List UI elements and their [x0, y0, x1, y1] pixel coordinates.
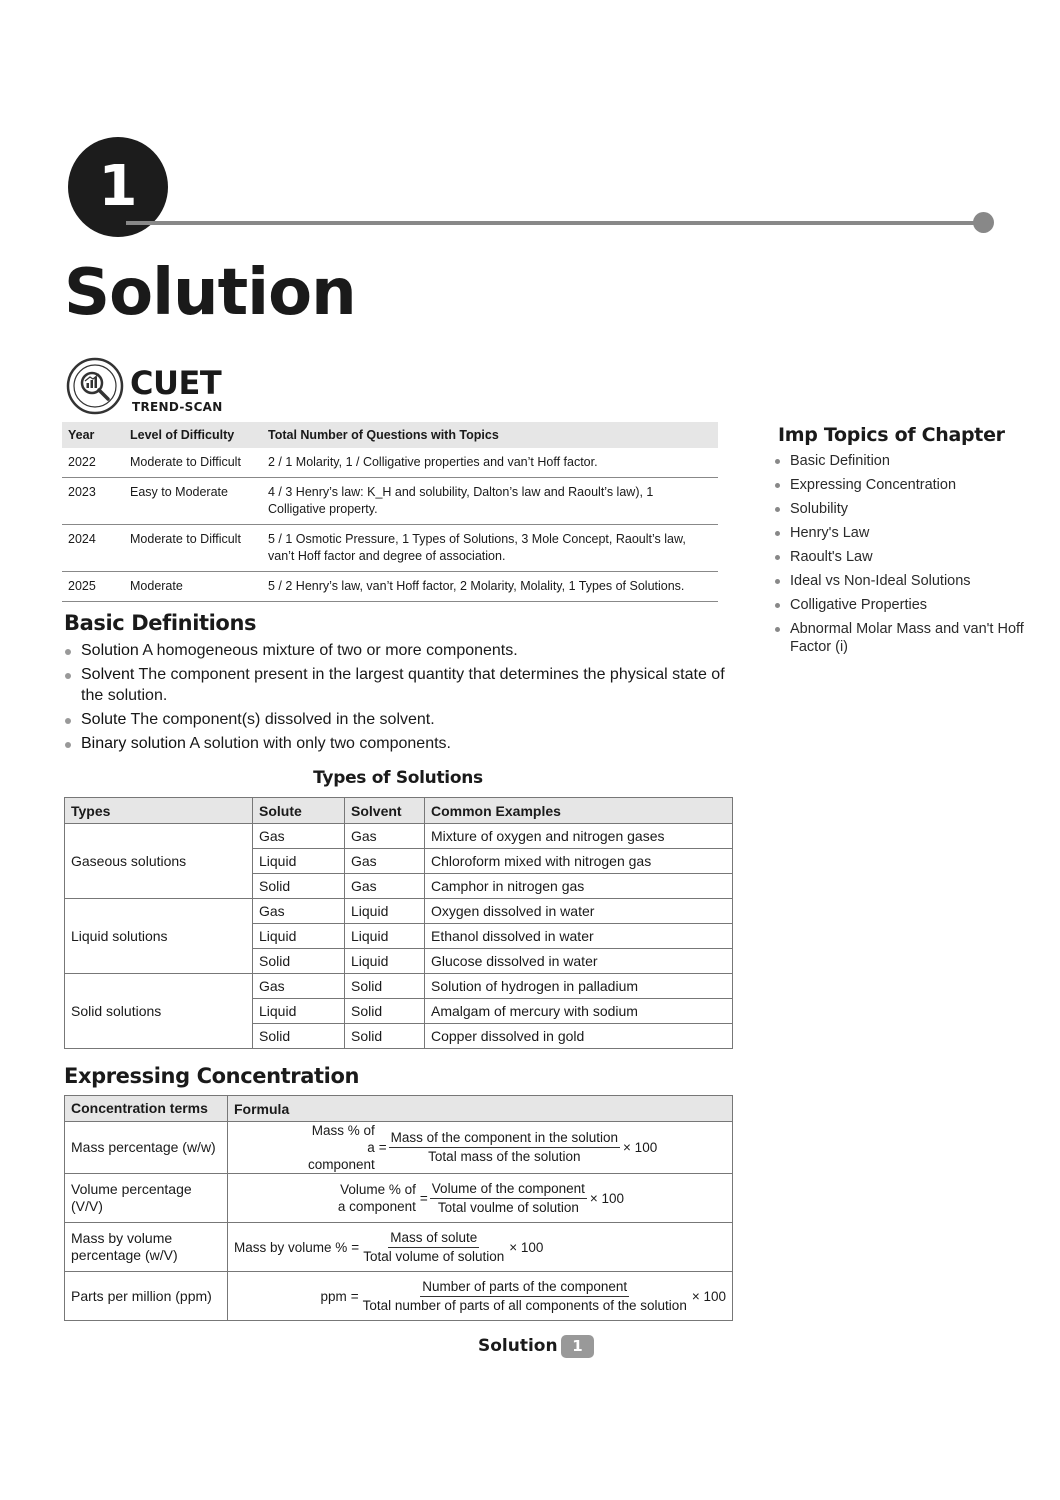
list-item: Expressing Concentration: [772, 476, 1032, 494]
table-cell: Ethanol dissolved in water: [425, 924, 733, 949]
section-title-basic-definitions: Basic Definitions: [64, 611, 257, 635]
table-cell: Gas: [345, 849, 425, 874]
fraction-denominator: Total mass of the solution: [428, 1149, 581, 1164]
table-cell: Easy to Moderate: [124, 478, 262, 525]
table-header-row: [65, 798, 733, 824]
table-cell: Liquid: [253, 999, 345, 1024]
definition-text: The component present in the largest quantity that determines the physical state of the solution.: [81, 666, 725, 704]
list-item: Henry's Law: [772, 524, 1032, 542]
table-cell: Gas: [345, 874, 425, 899]
fraction: [361, 1229, 506, 1266]
multiplier: × 100: [509, 1239, 544, 1255]
fraction-denominator: Total volume of solution: [363, 1248, 505, 1264]
trend-scan-table: [62, 422, 718, 602]
definition-text: A solution with only two components.: [185, 734, 451, 752]
equals-sign: =: [378, 1140, 387, 1155]
imp-topics-title: Imp Topics of Chapter: [778, 424, 1005, 446]
table-row: [65, 1122, 733, 1174]
equals-sign: =: [351, 1239, 360, 1255]
table-cell: 2 / 1 Molarity, 1 / Colligative properties and van’t Hoff factor.: [262, 448, 718, 478]
table-row: [62, 448, 718, 478]
table-cell: Liquid solutions: [65, 899, 253, 974]
table-cell: Gas: [253, 824, 345, 849]
table-cell: Glucose dissolved in water: [425, 949, 733, 974]
formula-cell: [228, 1174, 733, 1223]
table-row: [65, 974, 733, 999]
table-header-cell: Year: [62, 422, 124, 448]
fraction-denominator: Total number of parts of all components of the solution: [362, 1297, 687, 1313]
table-cell: Moderate to Difficult: [124, 525, 262, 572]
fraction-numerator: Mass of solute: [388, 1229, 479, 1248]
table-cell: Gas: [253, 899, 345, 924]
equals-sign: =: [419, 1190, 428, 1206]
table-header-cell: Common Examples: [425, 798, 733, 824]
formula-lhs: Mass by volume %: [234, 1239, 348, 1255]
table-row: [62, 478, 718, 525]
table-row: [62, 525, 718, 572]
cuet-logo-title: CUET: [130, 364, 222, 402]
table-cell: Solid: [253, 1024, 345, 1049]
list-item: Solubility: [772, 500, 1032, 518]
table-cell: Gas: [345, 824, 425, 849]
cuet-trend-scan-icon: [66, 357, 124, 415]
table-cell: Chloroform mixed with nitrogen gas: [425, 849, 733, 874]
table-cell: Mixture of oxygen and nitrogen gases: [425, 824, 733, 849]
equals-sign: =: [350, 1288, 359, 1304]
table-cell: 2022: [62, 448, 124, 478]
list-item: Ideal vs Non-Ideal Solutions: [772, 572, 1032, 590]
formula-lhs: ppm: [320, 1288, 347, 1304]
imp-topics-list: [772, 452, 1032, 662]
table-cell: 2023: [62, 478, 124, 525]
list-item: [64, 665, 736, 706]
definition-term: Solvent: [81, 666, 135, 683]
table-cell: 5 / 1 Osmotic Pressure, 1 Types of Solutions, 3 Mole Concept, Raoult’s law, van’t Hoff factor and degree of association.: [262, 525, 718, 572]
table-cell: Liquid: [345, 924, 425, 949]
table-cell: Moderate: [124, 572, 262, 602]
table-header-row: [65, 1096, 733, 1122]
table-cell: 2024: [62, 525, 124, 572]
fraction: [389, 1129, 620, 1166]
list-item: Raoult's Law: [772, 548, 1032, 566]
list-item: Abnormal Molar Mass and van't Hoff Factor (i): [772, 620, 1032, 656]
formula-cell: [228, 1223, 733, 1272]
table-cell: Solution of hydrogen in palladium: [425, 974, 733, 999]
formula-lhs: Mass % of a component: [307, 1123, 375, 1172]
table-cell: Camphor in nitrogen gas: [425, 874, 733, 899]
chapter-number: 1: [98, 154, 138, 219]
formula-cell: [228, 1122, 733, 1174]
multiplier: × 100: [589, 1190, 625, 1206]
table-cell: Solid: [253, 949, 345, 974]
fraction: [430, 1180, 587, 1217]
table-cell: Solid: [345, 1024, 425, 1049]
concentration-term: Volume percentage (V/V): [65, 1174, 228, 1223]
table-cell: Copper dissolved in gold: [425, 1024, 733, 1049]
definition-text: A homogeneous mixture of two or more components.: [138, 642, 518, 659]
formula-lhs: Volume % of a component: [337, 1182, 416, 1214]
table-header-cell: Concentration terms: [65, 1096, 228, 1122]
table-cell: Liquid: [253, 924, 345, 949]
definition-text: The component(s) dissolved in the solvent.: [126, 710, 435, 728]
definitions-list: [64, 641, 736, 758]
list-item: [64, 641, 736, 662]
chapter-divider: [126, 221, 986, 225]
table-cell: Solid solutions: [65, 974, 253, 1049]
table-cell: Liquid: [253, 849, 345, 874]
multiplier: × 100: [691, 1288, 726, 1304]
fraction-numerator: Number of parts of the component: [420, 1278, 629, 1297]
formula: [234, 1229, 726, 1266]
chapter-title: Solution: [64, 256, 356, 330]
formula-cell: [228, 1272, 733, 1321]
multiplier: × 100: [623, 1140, 658, 1155]
list-item: [64, 710, 736, 731]
chapter-divider-dot: [973, 212, 994, 233]
definition-term: Solute: [81, 710, 127, 728]
list-item: Colligative Properties: [772, 596, 1032, 614]
table-row: [65, 899, 733, 924]
table-header-row: [62, 422, 718, 448]
table-header-cell: Types: [65, 798, 253, 824]
table-cell: Amalgam of mercury with sodium: [425, 999, 733, 1024]
table-cell: 4 / 3 Henry’s law: K_H and solubility, Dalton’s law and Raoult’s law), 1 Colligative property.: [262, 478, 718, 525]
table-cell: Gaseous solutions: [65, 824, 253, 899]
table-cell: Solid: [253, 874, 345, 899]
table-row: [62, 572, 718, 602]
table-cell: 2025: [62, 572, 124, 602]
table-cell: Solid: [345, 999, 425, 1024]
formula: [234, 1122, 726, 1173]
types-table-caption: Types of Solutions: [313, 768, 483, 788]
table-row: [65, 1272, 733, 1321]
table-row: [65, 824, 733, 849]
page-number-badge: 1: [561, 1335, 594, 1358]
footer-label: Solution: [478, 1336, 558, 1356]
table-row: [65, 1174, 733, 1223]
table-header-cell: Solute: [253, 798, 345, 824]
concentration-term: Mass by volume percentage (w/V): [65, 1223, 228, 1272]
table-header-cell: Solvent: [345, 798, 425, 824]
fraction: [361, 1278, 689, 1315]
fraction-numerator: Volume of the component: [430, 1180, 587, 1199]
table-cell: Moderate to Difficult: [124, 448, 262, 478]
types-of-solutions-table: [64, 797, 733, 1049]
concentration-table: [64, 1095, 733, 1321]
definition-term: Solution: [81, 642, 139, 659]
concentration-term: Parts per million (ppm): [65, 1272, 228, 1321]
table-cell: Gas: [253, 974, 345, 999]
concentration-term: Mass percentage (w/w): [65, 1122, 228, 1174]
fraction-denominator: Total voulme of solution: [437, 1199, 579, 1215]
table-cell: 5 / 2 Henry’s law, van’t Hoff factor, 2 Molarity, Molality, 1 Types of Solutions.: [262, 572, 718, 602]
table-cell: Liquid: [345, 949, 425, 974]
table-header-cell: Level of Difficulty: [124, 422, 262, 448]
list-item: [64, 734, 736, 755]
table-cell: Solid: [345, 974, 425, 999]
table-header-cell: Total Number of Questions with Topics: [262, 422, 718, 448]
formula: [234, 1278, 726, 1315]
table-cell: Liquid: [345, 899, 425, 924]
table-row: [65, 1223, 733, 1272]
section-title-expressing-concentration: Expressing Concentration: [64, 1064, 360, 1088]
cuet-logo-subtitle: TREND-SCAN: [132, 400, 223, 414]
definition-term: Binary solution: [81, 734, 186, 752]
formula: [234, 1180, 726, 1217]
fraction-numerator: Mass of the component in the solution: [389, 1129, 620, 1148]
table-header-cell: Formula: [228, 1096, 733, 1122]
table-cell: Oxygen dissolved in water: [425, 899, 733, 924]
list-item: Basic Definition: [772, 452, 1032, 470]
